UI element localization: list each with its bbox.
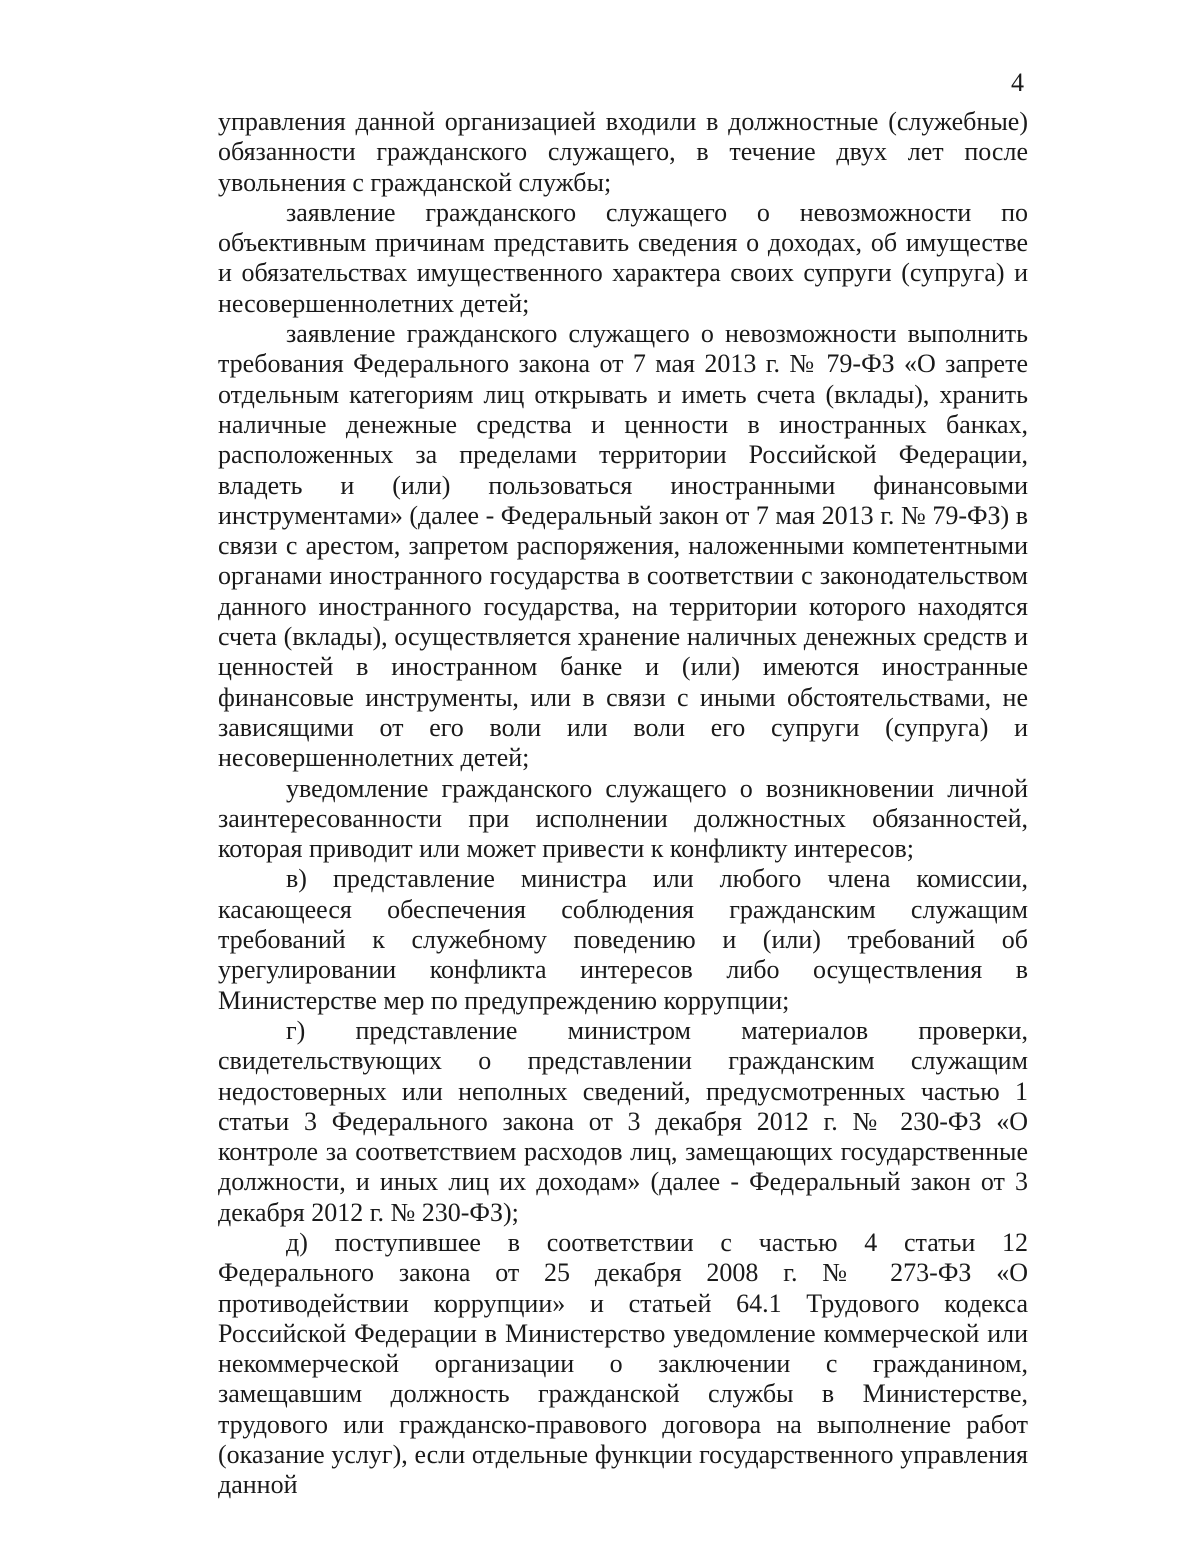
paragraph-continuation: управления данной организацией входили в должностные (служебные) обязанности гражданского служащего, в течение двух лет после увольнения с гражданской службы; xyxy=(218,107,1028,197)
paragraph-item-g: г) представление министром материалов проверки, свидетельствующих о представлении гражданским служащим недостоверных или неполных сведений, предусмотренных частью 1 статьи 3 Федерального закона от 3 декабря 2012 г. № 230-ФЗ «О контроле за соответствием расходов лиц, замещающих государственные должности, и иных лиц их доходам» (далее - Федеральный закон от 3 декабря 2012 г. № 230-ФЗ); xyxy=(218,1015,1028,1227)
paragraph-statement-foreign-accounts: заявление гражданского служащего о невозможности выполнить требования Федерального закона от 7 мая 2013 г. № 79-ФЗ «О запрете отдельным категориям лиц открывать и иметь счета (вклады), хранить наличные денежные средства и ценности в иностранных банках, расположенных за пределами территории Российской Федерации, владеть и (или) пользоваться иностранными финансовыми инструментами» (далее - Федеральный закон от 7 мая 2013 г. № 79-ФЗ) в связи с арестом, запретом распоряжения, наложенными компетентными органами иностранного государства в соответствии с законодательством данного иностранного государства, на территории которого находятся счета (вклады), осуществляется хранение наличных денежных средств и ценностей в иностранном банке и (или) имеются иностранные финансовые инструменты, или в связи с иными обстоятельствами, не зависящими от его воли или воли его супруги (супруга) и несовершеннолетних детей; xyxy=(218,319,1028,773)
paragraph-statement-income: заявление гражданского служащего о невозможности по объективным причинам представить сведения о доходах, об имуществе и обязательствах имущественного характера своих супруги (супруга) и несовершеннолетних детей; xyxy=(218,197,1028,318)
paragraph-item-v: в) представление министра или любого члена комиссии, касающееся обеспечения соблюдения гражданским служащим требований к служебному поведению и (или) требований об урегулировании конфликта интересов либо осуществления в Министерстве мер по предупреждению коррупции; xyxy=(218,864,1028,1015)
paragraph-notice-conflict: уведомление гражданского служащего о возникновении личной заинтересованности при исполнении должностных обязанностей, которая приводит или может привести к конфликту интересов; xyxy=(218,773,1028,864)
document-body xyxy=(218,107,1028,1501)
paragraph-item-d: д) поступившее в соответствии с частью 4 статьи 12 Федерального закона от 25 декабря 2008 г. № 273-ФЗ «О противодействии коррупции» и статьей 64.1 Трудового кодекса Российской Федерации в Министерство уведомление коммерческой или некоммерческой организации о заключении с гражданином, замещавшим должность гражданской службы в Министерстве, трудового или гражданско-правового договора на выполнение работ (оказание услуг), если отдельные функции государственного управления данной xyxy=(218,1227,1028,1500)
page-number: 4 xyxy=(1011,68,1024,97)
